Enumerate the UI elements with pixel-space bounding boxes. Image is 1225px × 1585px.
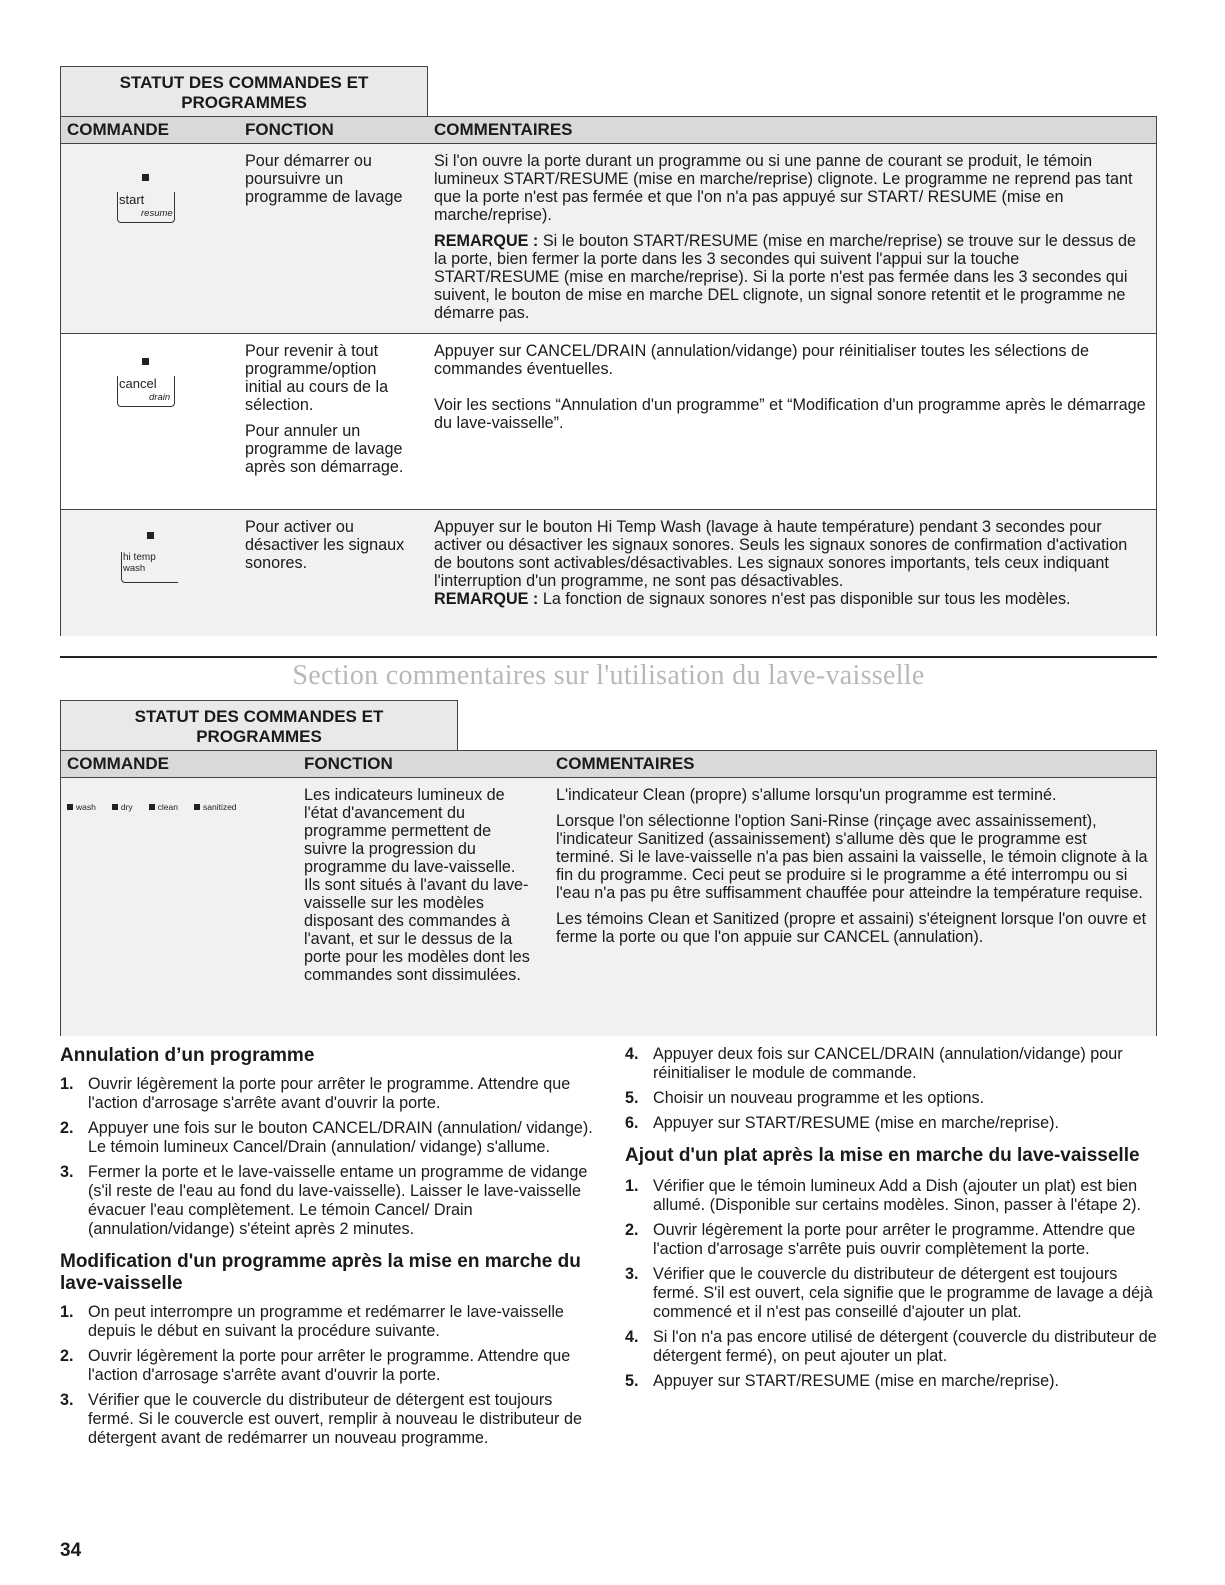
list-item: 3. Vérifier que le couvercle du distributeur de détergent est toujours fermé. Si le couvercle est ouvert, remplir à nouveau le distributeur de détergent avant de redémarrer un nouveau programme. [60,1391,582,1447]
fonction-text: Les indicateurs lumineux de l'état d'avancement du programme permettent de suivre la progression du programme du lave-vaisselle. Ils sont situés à l'avant du lave-vaisselle sur les modèles disposant des commandes à l'avant, et sur le dessus de la porte pour les modèles dont les commandes sont dissimulées. [304,786,530,984]
list-item: 4. Si l'on n'a pas encore utilisé de détergent (couvercle du distributeur de détergent fermé), on peut ajouter un plat. [625,1328,1157,1365]
heading-annulation: Annulation d’un programme [60,1045,315,1066]
table-row-cancel [61,334,1156,510]
led-label: wash [76,802,96,812]
comments-cancel [434,342,1149,440]
fonction-text: Pour activer ou désactiver les signaux sonores. [245,518,405,572]
fonction-start [245,152,415,214]
led-clean [149,802,178,812]
table-row-start [61,144,1156,334]
list-item: 3. Fermer la porte et le lave-vaisselle entame un programme de vidange (s'il reste de l'eau au fond du lave-vaisselle). Laisser le lave-vaisselle évacuer l'eau complètement. Le témoin Cancel/ Drain (annulation/vidange) s'éteint après 2 minutes. [60,1163,588,1238]
list-item: 5. Appuyer sur START/RESUME (mise en marche/reprise). [625,1372,1059,1390]
fonction-text: Pour revenir à tout programme/option initial au cours de la sélection. [245,342,389,414]
comment-text: L'indicateur Clean (propre) s'allume lorsqu'un programme est terminé. [556,786,1057,804]
led-dot-icon [142,358,149,365]
col-commentaires: COMMENTAIRES [434,120,573,139]
led-wash [67,802,96,812]
col-commande: COMMANDE [67,120,169,139]
list-item: 6. Appuyer sur START/RESUME (mise en marche/reprise). [625,1114,1059,1132]
left-column [60,1045,600,1454]
list-item: 1. Ouvrir légèrement la porte pour arrêter le programme. Attendre que l'action d'arrosage s'arrête avant d'ouvrir la porte. [60,1075,571,1112]
table1 [60,116,1157,636]
table1-title-line2: PROGRAMMES [181,93,307,112]
led-square-icon [149,804,155,810]
comment-text: Appuyer sur le bouton Hi Temp Wash (lavage à haute température) pendant 3 secondes pour activer ou désactiver les signaux sonores. Seuls les signaux sonores de confirmation d'activation de boutons sont activables/désactivables. Les signaux sonores importants, tels ceux indiquant l'interruption d'un programme, ne sont pas désactivables. [434,518,1128,590]
remark-body: La fonction de signaux sonores n'est pas disponible sur tous les modèles. [538,590,1071,608]
fonction-text: Pour démarrer ou poursuivre un programme de lavage [245,152,403,206]
remark-label: REMARQUE : [434,232,539,250]
led-square-icon [194,804,200,810]
remark-label: REMARQUE : [434,590,539,608]
led-label: dry [120,802,133,812]
heading-modification: Modification d'un programme après la mise en marche du lave-vaisselle [60,1251,581,1294]
list-item: 2. Ouvrir légèrement la porte pour arrêter le programme. Attendre que l'action d'arrosage s'arrête puis ouvrir complètement la porte. [625,1221,1136,1258]
ajout-steps [625,1177,1160,1391]
table-row-hitemp [61,510,1156,636]
section-banner: Section commentaires sur l'utilisation du lave-vaisselle [292,660,925,691]
comment-text: Appuyer sur CANCEL/DRAIN (annulation/vidange) pour réinitialiser toutes les sélections de commandes éventuelles. [434,342,1090,378]
comment-text: Voir les sections “Annulation d'un programme” et “Modification d'un programme après le démarrage du lave-vaisselle”. [434,396,1146,432]
list-item: 5. Choisir un nouveau programme et les options. [625,1089,985,1107]
fonction-text: Pour annuler un programme de lavage après son démarrage. [245,422,404,476]
hi-temp-label: hi temp [123,552,156,563]
table1-header [61,117,1156,144]
comments-start [434,152,1149,330]
table1-title [60,66,428,116]
list-item: 2. Appuyer une fois sur le bouton CANCEL/DRAIN (annulation/ vidange). Le témoin lumineux Cancel/Drain (annulation/ vidange) s'allume. [60,1119,593,1156]
start-resume-button-icon [91,172,181,232]
start-label: start [119,192,145,207]
comment-text: Si l'on ouvre la porte durant un programme ou si une panne de courant se produit, le témoin lumineux START/RESUME (mise en marche/reprise) clignote. Le programme ne reprend pas tant que la porte n'est pas fermée et que l'on n'a pas appuyé sur START/ RESUME (mise en marche/reprise). [434,152,1133,224]
right-column [625,1045,1160,1397]
remark-text [434,590,1149,608]
col-commande: COMMANDE [67,754,169,773]
wash-label: wash [123,563,146,574]
list-item: 1. On peut interrompre un programme et redémarrer le lave-vaisselle depuis le début en suivant la procédure suivante. [60,1303,564,1340]
comment-text: Les témoins Clean et Sanitized (propre et assaini) s'éteignent lorsque l'on ouvre et ferme la porte ou que l'on appuie sur CANCEL (annulation). [556,910,1147,946]
fonction-status [304,786,532,992]
list-item: 2. Ouvrir légèrement la porte pour arrêter le programme. Attendre que l'action d'arrosage s'arrête avant d'ouvrir la porte. [60,1347,571,1384]
led-label: clean [157,802,178,812]
table2 [60,750,1157,1036]
comments-status [556,786,1148,954]
list-item: 3. Vérifier que le couvercle du distributeur de détergent est toujours fermé. S'il est ouvert, cela signifie que le programme de lavage a déjà commencé et il n'est pas conseillé d'ajouter un plat. [625,1265,1153,1321]
table-row-status [61,778,1156,1036]
comment-text: Lorsque l'on sélectionne l'option Sani-Rinse (rinçage avec assainissement), l'indicateur Sanitized (assainissement) s'allume dès que le programme est terminé. Si le lave-vaisselle n'a pas bien assaini la vaisselle, le témoin clignote à la fin du programme. Ceci peut se produire si le programme a été interrompu ou si l'eau n'a pas pu être suffisamment chauffée pour atteindre la température requise. [556,812,1148,902]
annulation-steps [60,1075,600,1239]
status-led-indicators [67,802,237,812]
led-dot-icon [147,532,154,539]
table1-title-line1: STATUT DES COMMANDES ET [119,73,369,92]
page-number: 34 [60,1540,82,1561]
col-commentaires: COMMENTAIRES [556,754,695,773]
led-sanitized [194,802,237,812]
heading-ajout: Ajout d'un plat après la mise en marche du lave-vaisselle [625,1145,1140,1166]
col-fonction: FONCTION [245,120,334,139]
remark-body: Si le bouton START/RESUME (mise en marche/reprise) se trouve sur le dessus de la porte, bien fermer la porte dans les 3 secondes qui suivent l'appui sur la touche START/RESUME (mise en marche/reprise). Si la porte n'est pas fermée dans les 3 secondes qui suivent, le bouton de mise en marche DEL clignote, un signal sonore retentit et le programme ne démarre pas. [434,232,1136,322]
led-square-icon [112,804,118,810]
list-item: 4. Appuyer deux fois sur CANCEL/DRAIN (annulation/vidange) pour réinitialiser le module de commande. [625,1045,1123,1082]
modification-steps-a [60,1303,600,1448]
table2-header [61,751,1156,778]
led-square-icon [67,804,73,810]
comments-hitemp [434,518,1149,616]
table2-title-line1: STATUT DES COMMANDES ET [134,707,384,726]
fonction-cancel [245,342,415,484]
cancel-label: cancel [119,376,157,391]
cancel-drain-button-icon [91,356,181,416]
remark-text [434,232,1149,322]
resume-label: resume [141,208,173,219]
fonction-hitemp [245,518,415,580]
modification-steps-b [625,1045,1160,1133]
led-dot-icon [142,174,149,181]
table2-title [60,700,458,750]
list-item: 1. Vérifier que le témoin lumineux Add a Dish (ajouter un plat) est bien allumé. (Disponible sur certains modèles. Sinon, passer à l'étape 2). [625,1177,1142,1214]
table2-title-line2: PROGRAMMES [196,727,322,746]
hi-temp-wash-button-icon [91,530,181,590]
section-rule [60,656,1157,658]
led-label: sanitized [202,802,237,812]
drain-label: drain [149,392,171,403]
col-fonction: FONCTION [304,754,393,773]
led-dry [112,802,133,812]
